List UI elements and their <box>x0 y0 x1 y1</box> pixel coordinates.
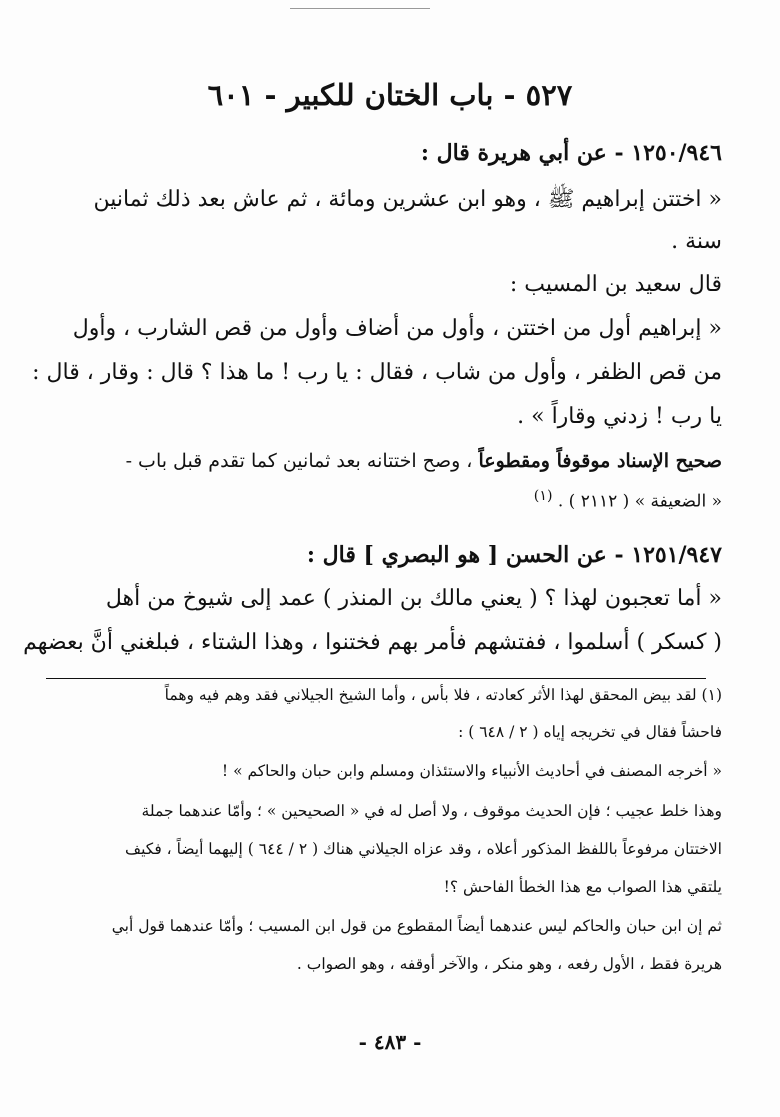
hadith-946-text-line-1: « اختتن إبراهيم ﷺ ، وهو ابن عشرين ومائة ، ثم عاش بعد ذلك ثمانين <box>93 187 722 212</box>
hadith-946-heading <box>62 140 722 166</box>
footnote-line-7: ثم إن ابن حبان والحاكم ليس عندهما أيضاً المقطوع من قول ابن المسيب ؛ وأمّا عندهما قول أبي <box>111 917 722 935</box>
footnote-line-4: وهذا خلط عجيب ؛ فإن الحديث موقوف ، ولا أصل له في « الصحيحين » ؛ وأمّا عندهما جملة <box>141 802 722 820</box>
footnote-marker: (١) <box>533 488 553 504</box>
top-divider <box>290 8 430 9</box>
footnote-divider <box>46 678 706 679</box>
footnote-line-1: (١) لقد بيض المحقق لهذا الأثر كعادته ، فلا بأس ، وأما الشيخ الجيلاني فقد وهم فيه وهماً <box>164 686 722 704</box>
hadith-946-quote-line-1: « إبراهيم أول من اختتن ، وأول من أضاف وأول من قص الشارب ، وأول <box>72 316 722 341</box>
page-number: - ٤٨٣ - <box>358 1030 422 1054</box>
footnote-line-5: الاختتان مرفوعاً باللفظ المذكور أعلاه ، وقد عزاه الجيلاني هناك ( ٢ / ٦٤٤ ) إليهما أيضاً ، فكيف <box>125 840 722 858</box>
hadith-946-intro: - عن أبي هريرة قال : <box>420 140 624 166</box>
hadith-947-heading <box>62 542 722 568</box>
hadith-946-grading <box>62 450 722 472</box>
footnote-line-3: « أخرجه المصنف في أحاديث الأنبياء والاستئذان ومسلم وابن حبان والحاكم » ! <box>221 762 722 780</box>
hadith-946-quote-line-2: من قص الظفر ، وأول من شاب ، فقال : يا رب ! ما هذا ؟ قال : وقار ، قال : <box>32 360 722 385</box>
grading-label: صحيح الإسناد موقوفاً ومقطوعاً <box>478 450 722 472</box>
grading-text: ، وصح اختتانه بعد ثمانين كما تقدم قبل باب - <box>125 450 473 472</box>
hadith-946-reference <box>62 488 722 512</box>
hadith-946-said-by: قال سعيد بن المسيب : <box>509 272 722 297</box>
reference-text: « الضعيفة » ( ٢١١٢ ) . <box>557 491 722 512</box>
chapter-title: ٥٢٧ - باب الختان للكبير - ٦٠١ <box>207 78 573 112</box>
hadith-947-text-line-2: ( كسكر ) أسلموا ، ففتشهم فأمر بهم فختنوا ، وهذا الشتاء ، فبلغني أنَّ بعضهم <box>23 630 722 655</box>
hadith-946-quote-line-3: يا رب ! زدني وقاراً » . <box>517 404 722 429</box>
footnote-line-8: هريرة فقط ، الأول رفعه ، وهو منكر ، والآخر أوقفه ، وهو الصواب . <box>296 955 722 973</box>
hadith-947-number: ١٢٥١/٩٤٧ <box>631 542 722 568</box>
hadith-946-text-line-2: سنة . <box>671 229 722 254</box>
hadith-947-text-line-1: « أما تعجبون لهذا ؟ ( يعني مالك بن المنذر ) عمد إلى شيوخ من أهل <box>105 586 722 611</box>
footnote-line-6: يلتقي هذا الصواب مع هذا الخطأ الفاحش ؟! <box>443 878 722 896</box>
hadith-946-number: ١٢٥٠/٩٤٦ <box>631 140 722 166</box>
hadith-947-intro: - عن الحسن [ هو البصري ] قال : <box>306 542 624 568</box>
footnote-line-2: فاحشاً فقال في تخريجه إياه ( ٢ / ٦٤٨ ) : <box>458 723 722 741</box>
